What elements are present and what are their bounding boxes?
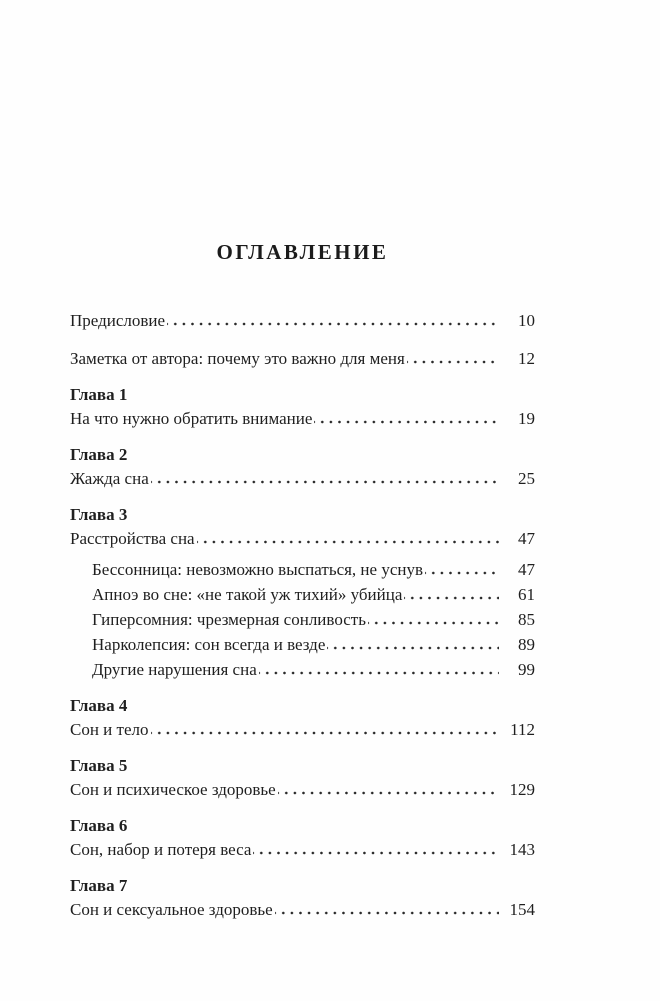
dot-leader: [151, 717, 500, 742]
dot-leader: [407, 346, 499, 371]
entry-label: Гиперсомния: чрезмерная сонливость: [92, 610, 366, 629]
toc-entry: [70, 526, 535, 551]
toc-block: [70, 755, 535, 802]
toc-entry: [70, 582, 535, 607]
toc-entry: [70, 557, 535, 582]
page-number: 12: [518, 349, 535, 368]
dot-leader: [197, 526, 499, 551]
entry-label: Сон и психическое здоровье: [70, 780, 276, 799]
page-number: 25: [518, 469, 535, 488]
toc-entry: [70, 632, 535, 657]
toc-block: [70, 308, 535, 333]
dot-leader: [368, 607, 499, 632]
toc-entry: [70, 717, 535, 742]
page-number: 89: [518, 635, 535, 654]
toc-entry: [70, 777, 535, 802]
entry-label: Расстройства сна: [70, 529, 195, 548]
page-title: ОГЛАВЛЕНИЕ: [216, 240, 389, 264]
toc-chapter-heading: Глава 7: [70, 876, 128, 895]
entry-label: На что нужно обратить внимание: [70, 409, 313, 428]
page-number: 85: [518, 610, 535, 629]
toc-chapter-heading: Глава 1: [70, 385, 128, 404]
toc-block: [70, 346, 535, 371]
entry-label: Жажда сна: [70, 469, 149, 488]
toc-chapter-heading: Глава 5: [70, 756, 128, 775]
dot-leader: [314, 406, 499, 431]
dot-leader: [151, 466, 499, 491]
page-number: 19: [518, 409, 535, 428]
toc-entry: [70, 897, 535, 922]
toc-block: [70, 444, 535, 491]
toc-list: [70, 308, 535, 922]
page-number: 112: [510, 720, 535, 739]
dot-leader: [259, 657, 499, 682]
page-number: 47: [518, 529, 535, 548]
toc-block: [70, 504, 535, 682]
toc-block: [70, 384, 535, 431]
dot-leader: [253, 837, 499, 862]
toc-chapter-heading: Глава 2: [70, 445, 128, 464]
toc-block: [70, 815, 535, 862]
dot-leader: [275, 897, 499, 922]
page-number: 10: [518, 311, 535, 330]
toc-block: [70, 875, 535, 922]
toc-sub-list: [70, 557, 535, 682]
entry-label: Сон и тело: [70, 720, 149, 739]
entry-label: Предисловие: [70, 311, 166, 330]
entry-label: Бессонница: невозможно выспаться, не уснув: [92, 560, 423, 579]
toc-chapter-heading: Глава 4: [70, 696, 128, 715]
toc-entry: [70, 657, 535, 682]
dot-leader: [167, 308, 499, 333]
toc-entry: [70, 466, 535, 491]
entry-label: Другие нарушения сна: [92, 660, 257, 679]
dot-leader: [404, 582, 499, 607]
toc-entry: [70, 607, 535, 632]
entry-label: Сон, набор и потеря веса: [70, 840, 252, 859]
toc-entry: [70, 308, 535, 333]
toc-entry: [70, 837, 535, 862]
page-number: 47: [518, 560, 535, 579]
page-number: 61: [518, 585, 535, 604]
toc-chapter-heading: Глава 6: [70, 816, 128, 835]
dot-leader: [278, 777, 499, 802]
toc-entry: [70, 346, 535, 371]
toc-block: [70, 695, 535, 742]
dot-leader: [327, 632, 499, 657]
page-number: 143: [509, 840, 535, 859]
toc-entry: [70, 406, 535, 431]
page-number: 154: [509, 900, 535, 919]
toc-chapter-heading: Глава 3: [70, 505, 128, 524]
page-number: 99: [518, 660, 535, 679]
dot-leader: [425, 557, 499, 582]
entry-label: Апноэ во сне: «не такой уж тихий» убийца: [92, 585, 403, 604]
entry-label: Заметка от автора: почему это важно для меня: [70, 349, 405, 368]
entry-label: Нарколепсия: сон всегда и везде: [92, 635, 326, 654]
page-number: 129: [509, 780, 535, 799]
entry-label: Сон и сексуальное здоровье: [70, 900, 273, 919]
